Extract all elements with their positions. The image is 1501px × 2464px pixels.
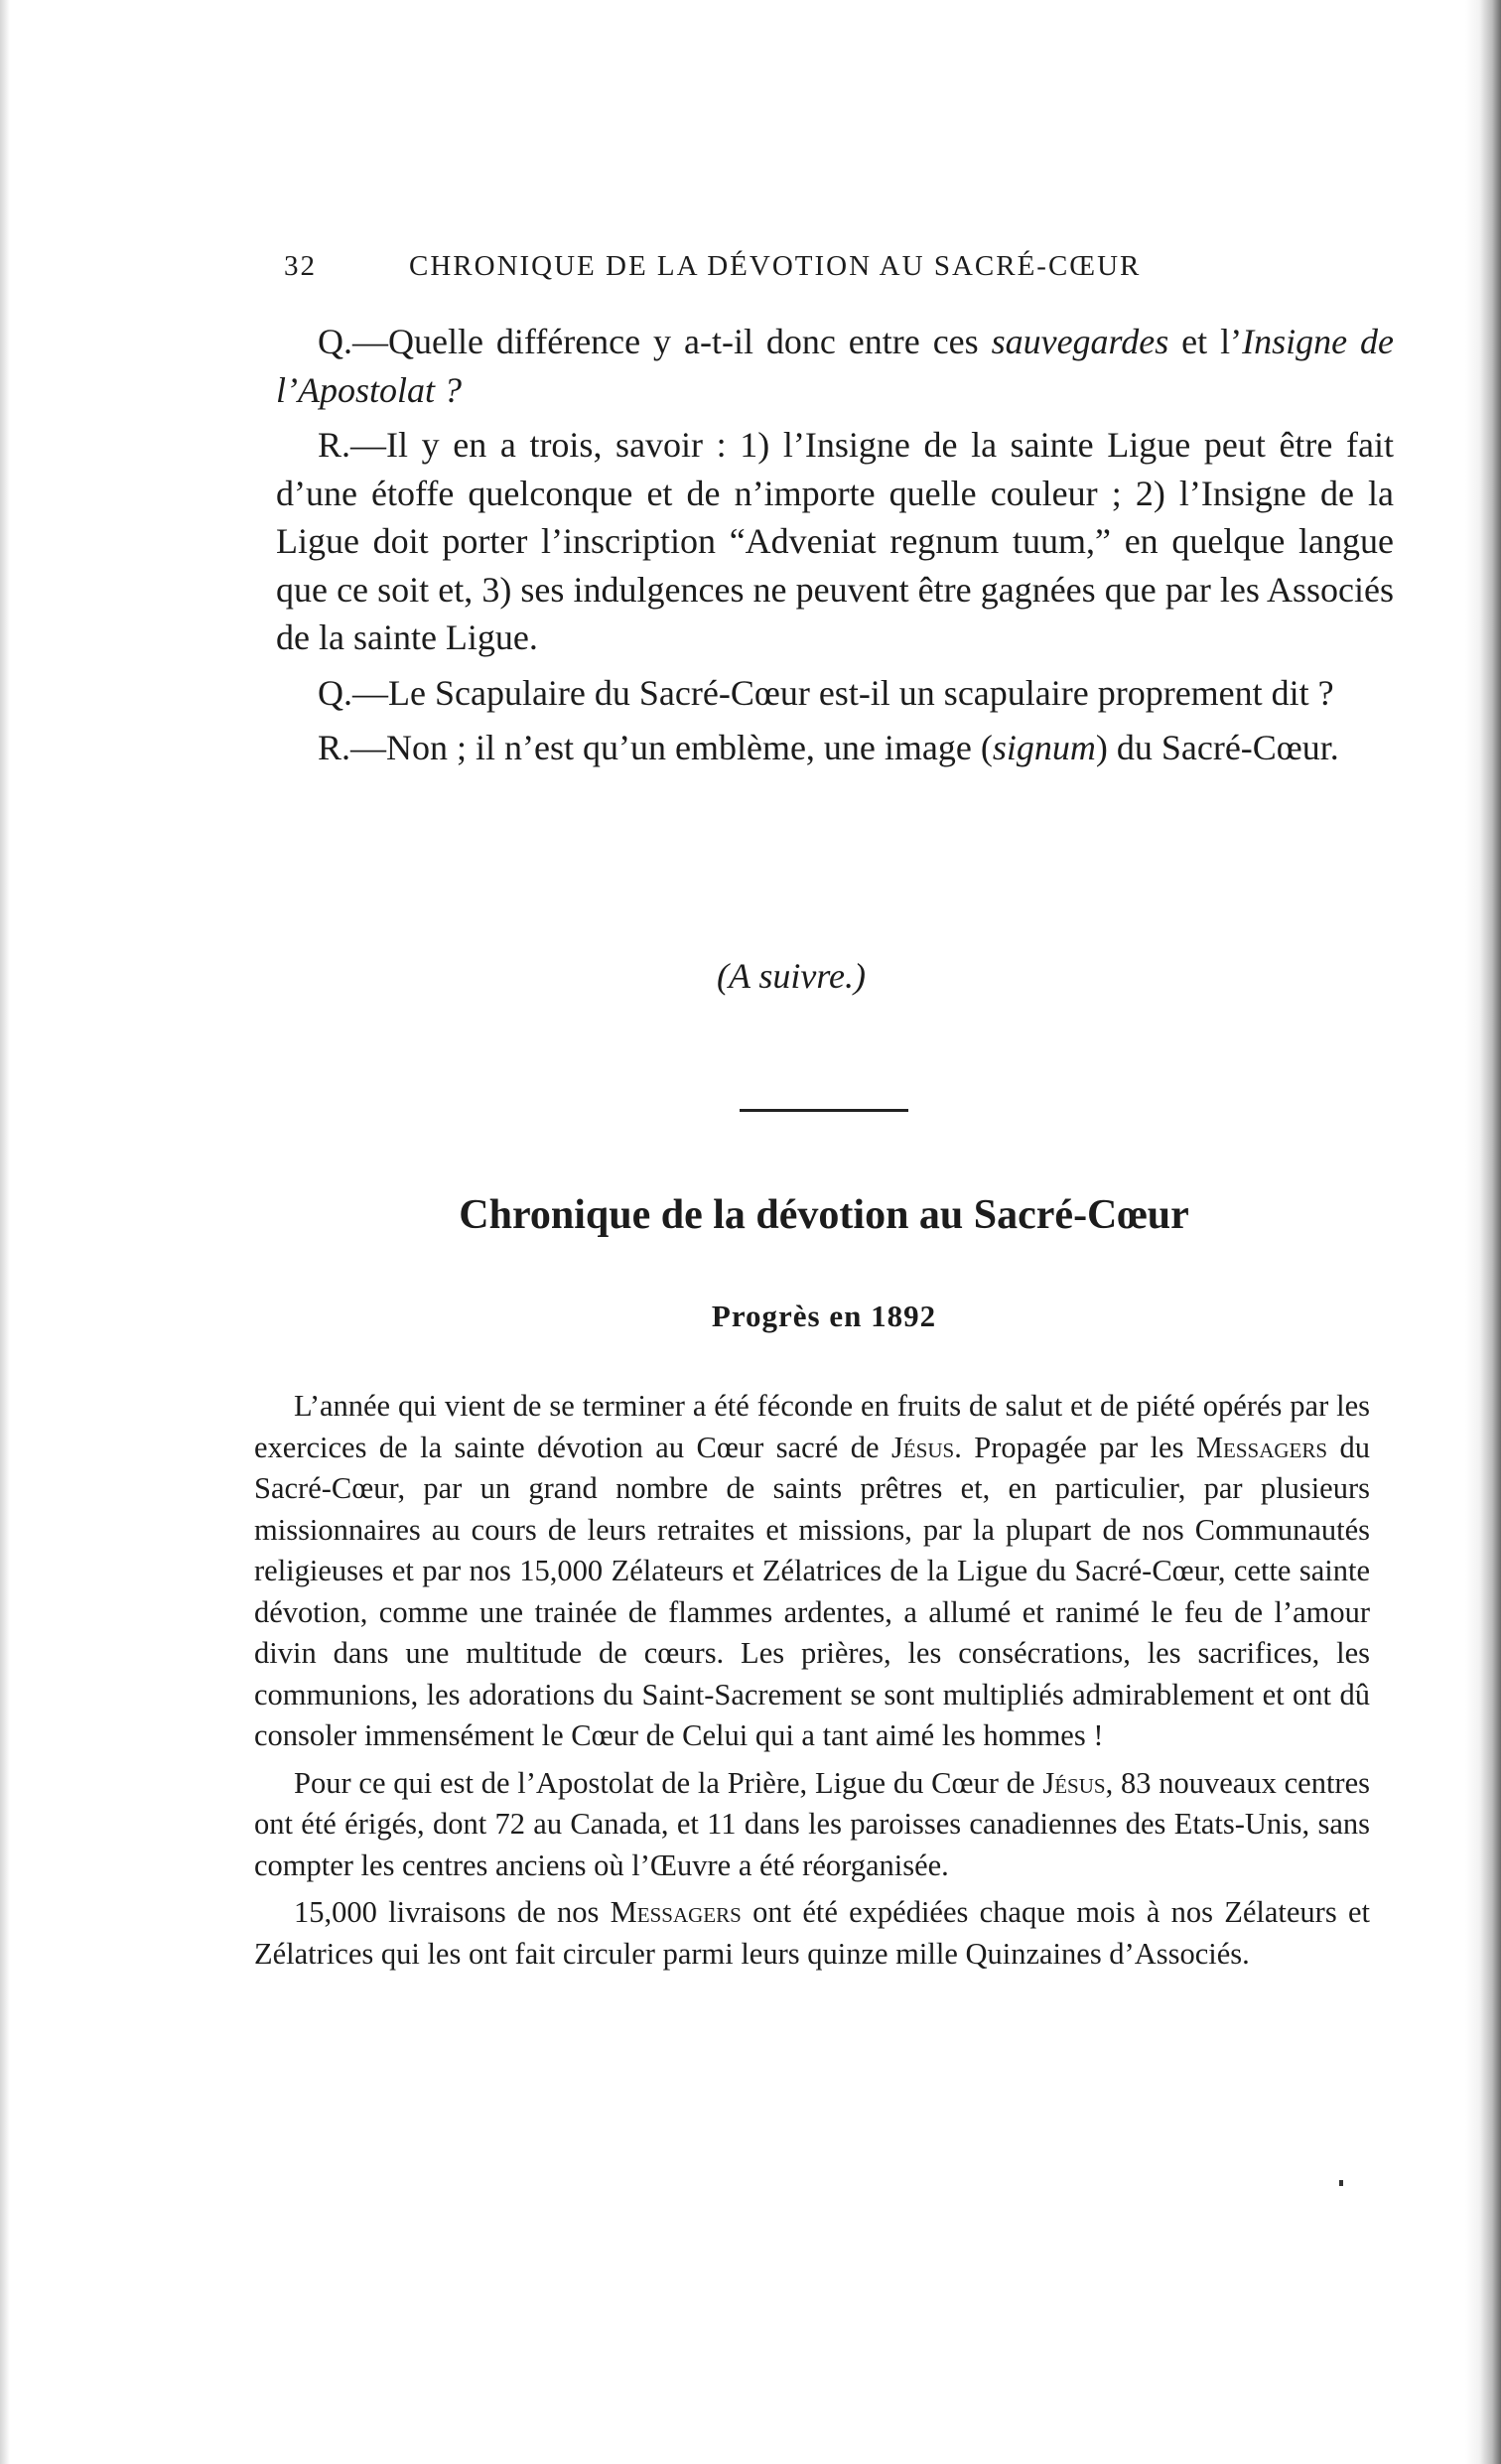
paragraph-1-jesus: Jésus xyxy=(891,1430,955,1464)
scan-right-edge xyxy=(1465,0,1501,2464)
answer-2-text-2: ) du Sacré-Cœur. xyxy=(1095,728,1339,767)
paragraph-1 xyxy=(254,1386,1370,1757)
stray-mark xyxy=(1339,2180,1343,2186)
qa-section xyxy=(276,318,1394,779)
section-divider xyxy=(740,1109,908,1112)
running-header xyxy=(284,250,1277,283)
paragraph-1-text-2: . Propagée par les xyxy=(954,1430,1196,1464)
paragraph-3-text: 15,000 livraisons de nos xyxy=(294,1895,611,1929)
article-body xyxy=(254,1386,1370,1981)
paragraph-3 xyxy=(254,1892,1370,1975)
question-1-emphasis: sauvegardes xyxy=(991,322,1169,361)
paragraph-3-text-2: ont été expédiées chaque mois à nos Zélateurs et Zélatrices qui les ont fait circuler parmi leurs quinze mille Quinzaines d’Associés. xyxy=(254,1895,1370,1971)
paragraph-2-jesus: Jésus xyxy=(1042,1765,1106,1800)
paragraph-1-text: L’année qui vient de se terminer a été féconde en fruits de salut et de piété opérés par les exercices de la sainte dévotion au Cœur sacré de xyxy=(254,1389,1370,1464)
question-1-text-2: et l’ xyxy=(1168,322,1243,361)
scan-left-edge xyxy=(0,0,10,2464)
answer-1: R.—Il y en a trois, savoir : 1) l’Insigne de la sainte Ligue peut être fait d’une étoffe quelconque et de n’importe quelle couleur ; 2) l’Insigne de la Ligue doit porter l’inscription “Adveniat regnum tuum,” en quelque langue que ce soit et, 3) ses indulgences ne peuvent être gagnées que par les Associés de la sainte Ligue. xyxy=(276,425,1394,657)
paragraph-2 xyxy=(254,1763,1370,1887)
question-1-emphasis-2: Insigne de l’Apostolat ? xyxy=(276,322,1394,410)
paragraph-3-messagers: Messagers xyxy=(610,1895,742,1929)
question-1-text: Q.—Quelle différence y a-t-il donc entre ces xyxy=(318,322,992,361)
paragraph-1-messagers: Messagers xyxy=(1195,1430,1328,1464)
paragraph-2-text: Pour ce qui est de l’Apostolat de la Prière, Ligue du Cœur de xyxy=(294,1765,1043,1800)
answer-2 xyxy=(276,724,1394,772)
section-title: Chronique de la dévotion au Sacré-Cœur xyxy=(459,1192,1189,1238)
paragraph-2-text-2: , 83 nouveaux centres ont été érigés, dont 72 au Canada, et 11 dans les paroisses canadiennes des Etats-Unis, sans compter les centres anciens où l’Œuvre a été réorganisée. xyxy=(254,1765,1371,1882)
answer-2-emphasis: signum xyxy=(992,728,1096,767)
question-2: Q.—Le Scapulaire du Sacré-Cœur est-il un scapulaire proprement dit ? xyxy=(318,672,1334,713)
to-be-continued: (A suivre.) xyxy=(717,956,866,996)
running-title: CHRONIQUE DE LA DÉVOTION AU SACRÉ-CŒUR xyxy=(409,250,1142,282)
page-number: 32 xyxy=(284,250,317,282)
paragraph-1-text-3: du Sacré-Cœur, par un grand nombre de saints prêtres et, en particulier, par plusieurs missionnaires au cours de leurs retraites et missions, par la plupart de nos Communautés religieuses et par nos 15,000 Zélateurs et Zélatrices de la Ligue du Sacré-Cœur, cette sainte dévotion, comme une trainée de flammes ardentes, a allumé et ranimé le feu de l’amour divin dans une multitude de cœurs. Les prières, les consécrations, les sacrifices, les communions, les adorations du Saint-Sacrement se sont multipliés admirablement et ont dû consoler immensément le Cœur de Celui qui a tant aimé les hommes ! xyxy=(254,1430,1370,1752)
section-subtitle: Progrès en 1892 xyxy=(711,1299,937,1333)
answer-2-text: R.—Non ; il n’est qu’un emblème, une image ( xyxy=(318,728,993,767)
question-1 xyxy=(276,318,1394,414)
